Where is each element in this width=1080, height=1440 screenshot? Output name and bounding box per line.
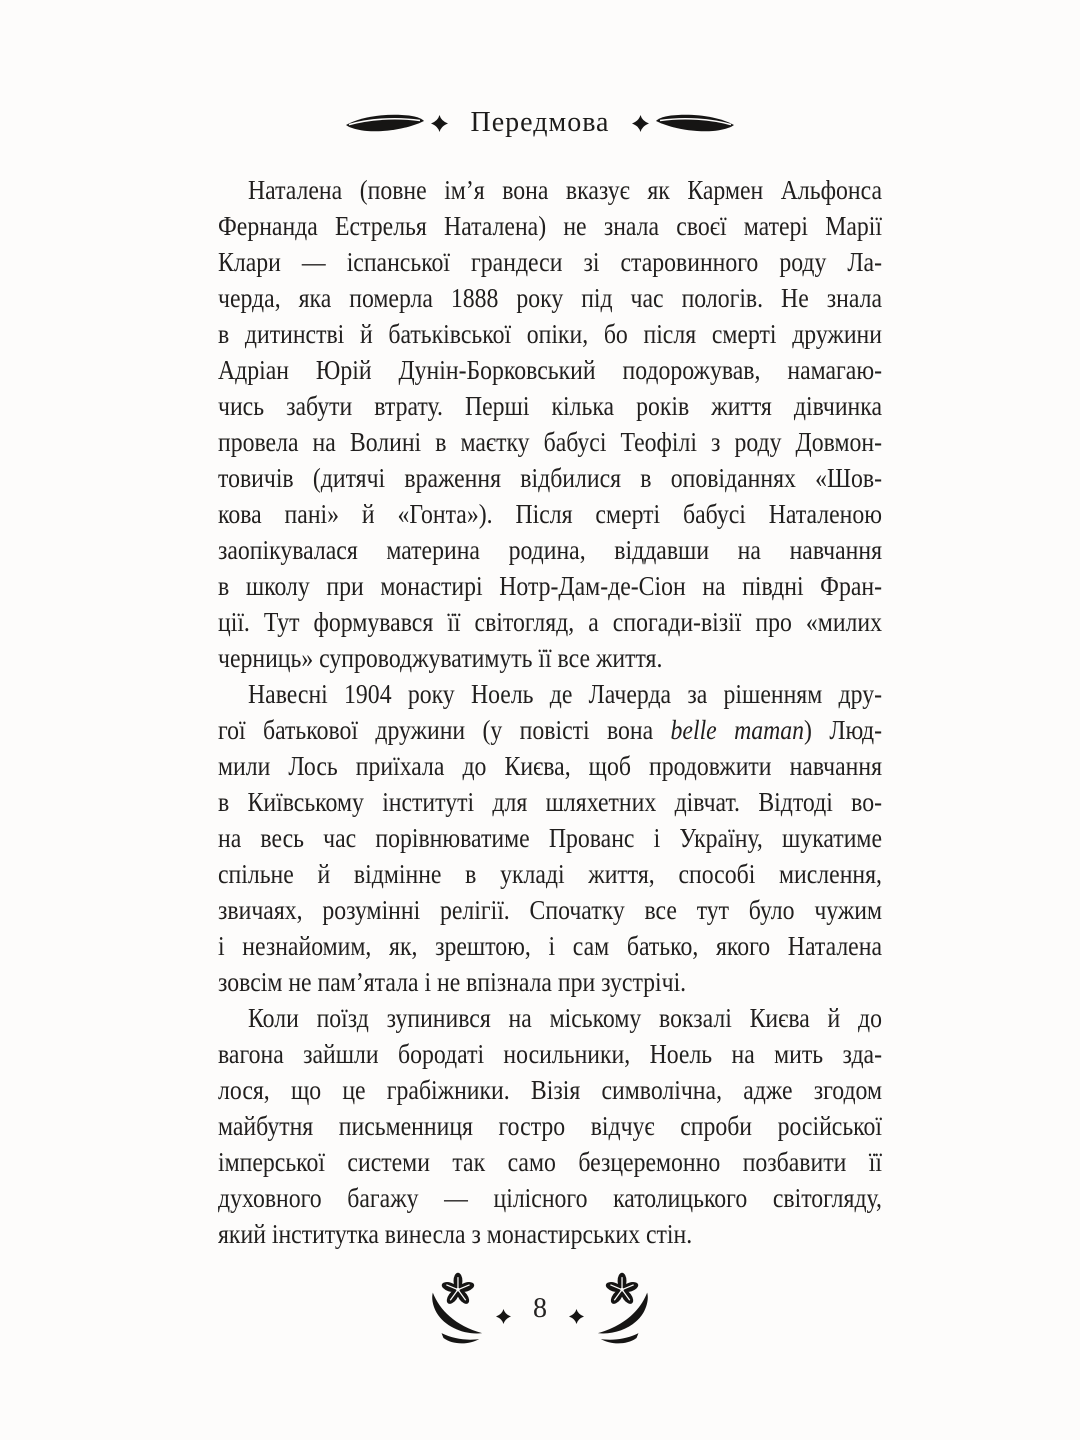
text-line: провела на Волині в маєтку бабусі Теофілі з роду Довмон- (218, 427, 883, 457)
floral-ornament-icon (594, 1272, 652, 1346)
text-line: Наталена (повне ім’я вона вказує як Кармен Альфонса (248, 175, 882, 205)
text-line: в Київському інституті для шляхетних дівчат. Відтоді во- (218, 787, 883, 817)
text-line: і незнайомим, як, зрештою, і сам батько, якого Наталена (218, 931, 883, 961)
text-line: чись забути втрату. Перші кілька років життя дівчинка (218, 391, 883, 421)
leaf-ornament-icon (345, 111, 425, 135)
text-line: Навесні 1904 року Ноель де Лачерда за рішенням дру- (248, 679, 882, 709)
text-line: який інститутка винесла з монастирських стін. (218, 1219, 693, 1249)
text-line: черда, яка померла 1888 року під час пологів. Не знала (218, 283, 883, 313)
text-line: Коли поїзд зупинився на міському вокзалі Києва й до (248, 1003, 882, 1033)
text-run: гої батькової дружини (у повісті вона (218, 715, 671, 745)
text-line: в дитинстві й батьківської опіки, бо після смерті дружини (218, 319, 883, 349)
text-line: Адріан Юрій Дунін-Борковський подорожував, намагаю- (218, 355, 883, 385)
text-line: лося, що це грабіжники. Візія символічна, адже згодом (218, 1075, 883, 1105)
text-run: ) Люд- (804, 715, 883, 745)
four-pointed-star-icon (496, 1309, 511, 1324)
text-line: Фернанда Естрелья Наталена) не знала своєї матері Марії (218, 211, 883, 241)
text-line: духовного багажу — цілісного католицького світогляду, (218, 1183, 883, 1213)
text-line (218, 712, 882, 748)
body-text (218, 172, 882, 1252)
four-pointed-star-icon (569, 1309, 584, 1324)
text-line: заопікувалася материна родина, віддавши на навчання (218, 535, 883, 565)
text-line: майбутня письменниця гостро відчує спроби російської (218, 1111, 883, 1141)
text-line: імперської системи так само безцеремонно позбавити її (218, 1147, 883, 1177)
text-line: на весь час порівнюватиме Прованс і Україну, шукатиме (218, 823, 882, 853)
text-line: спільне й відмінне в укладі життя, способі мислення, (218, 859, 883, 889)
text-line: товичів (дитячі враження відбилися в оповіданнях «Шов- (218, 463, 883, 493)
text-line: звичаях, розумінні релігії. Спочатку все тут було чужим (218, 895, 883, 925)
italic-text-run: belle maman (670, 715, 805, 745)
chapter-title: Передмова (470, 107, 610, 138)
text-line: Клари — іспанської грандеси зі старовинного роду Ла- (218, 247, 883, 277)
text-line: ції. Тут формувався її світогляд, а спогади-візії про «милих (218, 607, 883, 637)
text-line: мили Лось приїхала до Києва, щоб продовжити навчання (218, 751, 883, 781)
leaf-ornament-icon (655, 111, 735, 135)
page-number: 8 (533, 1293, 547, 1324)
four-pointed-star-icon (632, 115, 649, 132)
text-line: в школу при монастирі Нотр-Дам-де-Сіон на півдні Фран- (218, 571, 883, 601)
text-line: черниць» супроводжуватимуть її все життя. (218, 643, 663, 673)
text-line: вагона зайшли бородаті носильники, Ноель на мить зда- (218, 1039, 883, 1069)
chapter-header (0, 100, 1080, 146)
text-line: зовсім не пам’ятала і не впізнала при зустрічі. (218, 967, 687, 997)
text-line: кова пані» й «Гонта»). Після смерті бабусі Наталеною (218, 499, 883, 529)
four-pointed-star-icon (431, 115, 448, 132)
floral-ornament-icon (428, 1272, 486, 1346)
page-footer (0, 1266, 1080, 1352)
